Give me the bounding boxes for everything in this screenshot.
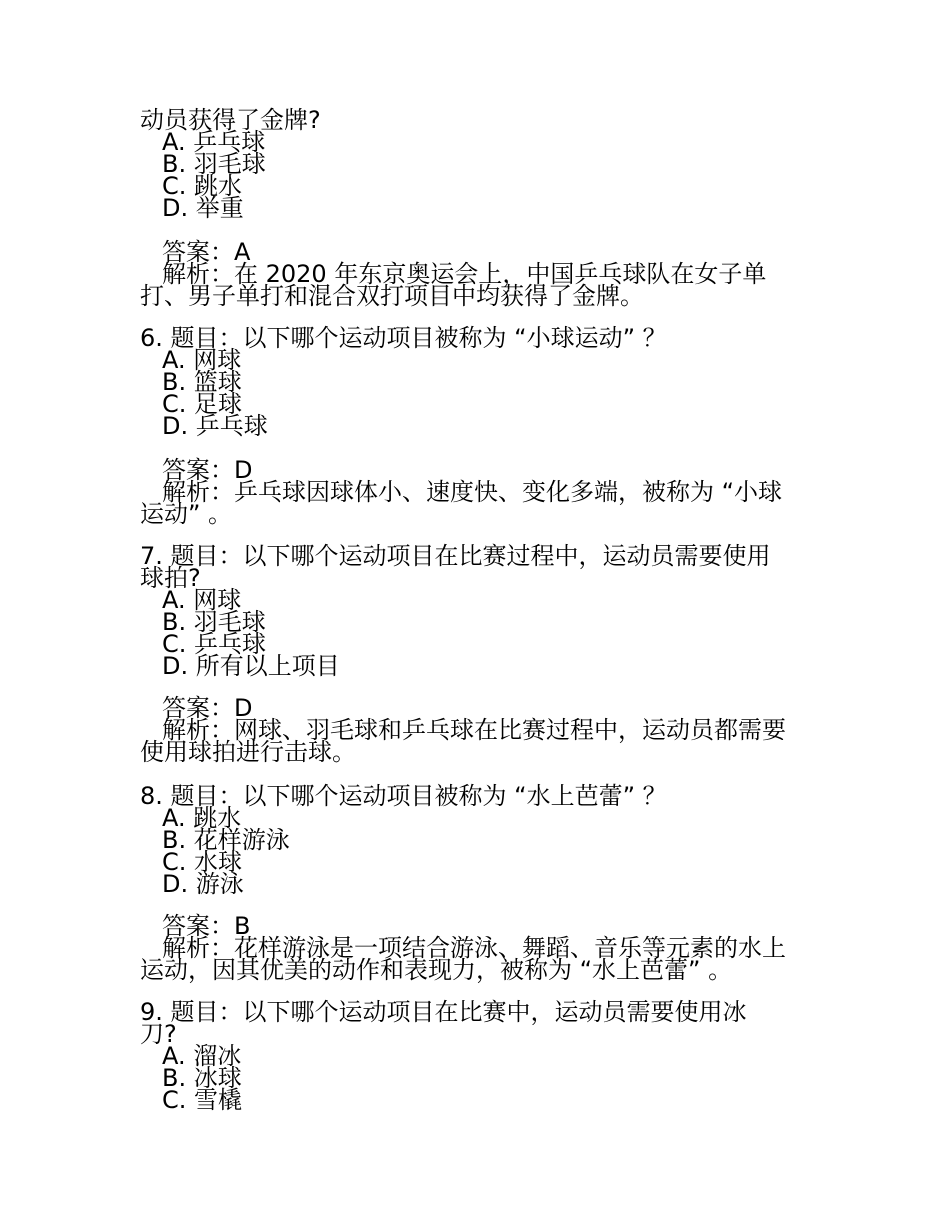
- question-line: 7. 题目：以下哪个运动项目在比赛过程中，运动员需要使用: [140, 542, 771, 570]
- option-line: B. 羽毛球: [162, 150, 266, 178]
- question-line: 球拍?: [140, 564, 201, 592]
- question-line: 刀?: [140, 1020, 177, 1048]
- text-line: 动员获得了金牌?: [140, 106, 321, 134]
- option-line: C. 水球: [162, 848, 243, 876]
- option-line: D. 举重: [162, 194, 244, 222]
- option-line: A. 跳水: [162, 804, 242, 832]
- option-line: D. 乒乓球: [162, 412, 268, 440]
- question-line: 6. 题目：以下哪个运动项目被称为 “小球运动” ？: [140, 324, 667, 352]
- question-line: 8. 题目：以下哪个运动项目被称为 “水上芭蕾” ？: [140, 782, 667, 810]
- explanation-line: 解析：网球、羽毛球和乒乓球在比赛过程中，运动员都需要: [162, 716, 786, 744]
- explanation-line: 使用球拍进行击球。: [140, 738, 356, 766]
- option-line: B. 冰球: [162, 1064, 242, 1092]
- option-line: A. 网球: [162, 586, 242, 614]
- option-line: B. 羽毛球: [162, 608, 266, 636]
- explanation-line: 运动” 。: [140, 500, 233, 528]
- explanation-line: 打、男子单打和混合双打项目中均获得了金牌。: [140, 282, 644, 310]
- answer-line: 答案：D: [162, 694, 253, 722]
- answer-line: 答案：B: [162, 912, 251, 940]
- option-line: C. 足球: [162, 390, 243, 418]
- question-line: 9. 题目：以下哪个运动项目在比赛中，运动员需要使用冰: [140, 998, 747, 1026]
- explanation-line: 运动，因其优美的动作和表现力，被称为 “水上芭蕾” 。: [140, 956, 733, 984]
- option-line: A. 乒乓球: [162, 128, 266, 156]
- option-line: C. 雪橇: [162, 1086, 243, 1114]
- explanation-line: 解析：乒乓球因球体小、速度快、变化多端，被称为 “小球: [162, 478, 783, 506]
- explanation-line: 解析：花样游泳是一项结合游泳、舞蹈、音乐等元素的水上: [162, 934, 786, 962]
- option-line: B. 花样游泳: [162, 826, 290, 854]
- option-line: C. 跳水: [162, 172, 243, 200]
- option-line: C. 乒乓球: [162, 630, 267, 658]
- answer-line: 答案：A: [162, 238, 251, 266]
- explanation-line: 解析：在 2020 年东京奥运会上，中国乒乓球队在女子单: [162, 260, 767, 288]
- option-line: D. 所有以上项目: [162, 652, 340, 680]
- option-line: A. 网球: [162, 346, 242, 374]
- answer-line: 答案：D: [162, 456, 253, 484]
- option-line: A. 溜冰: [162, 1042, 242, 1070]
- option-line: B. 篮球: [162, 368, 242, 396]
- option-line: D. 游泳: [162, 870, 244, 898]
